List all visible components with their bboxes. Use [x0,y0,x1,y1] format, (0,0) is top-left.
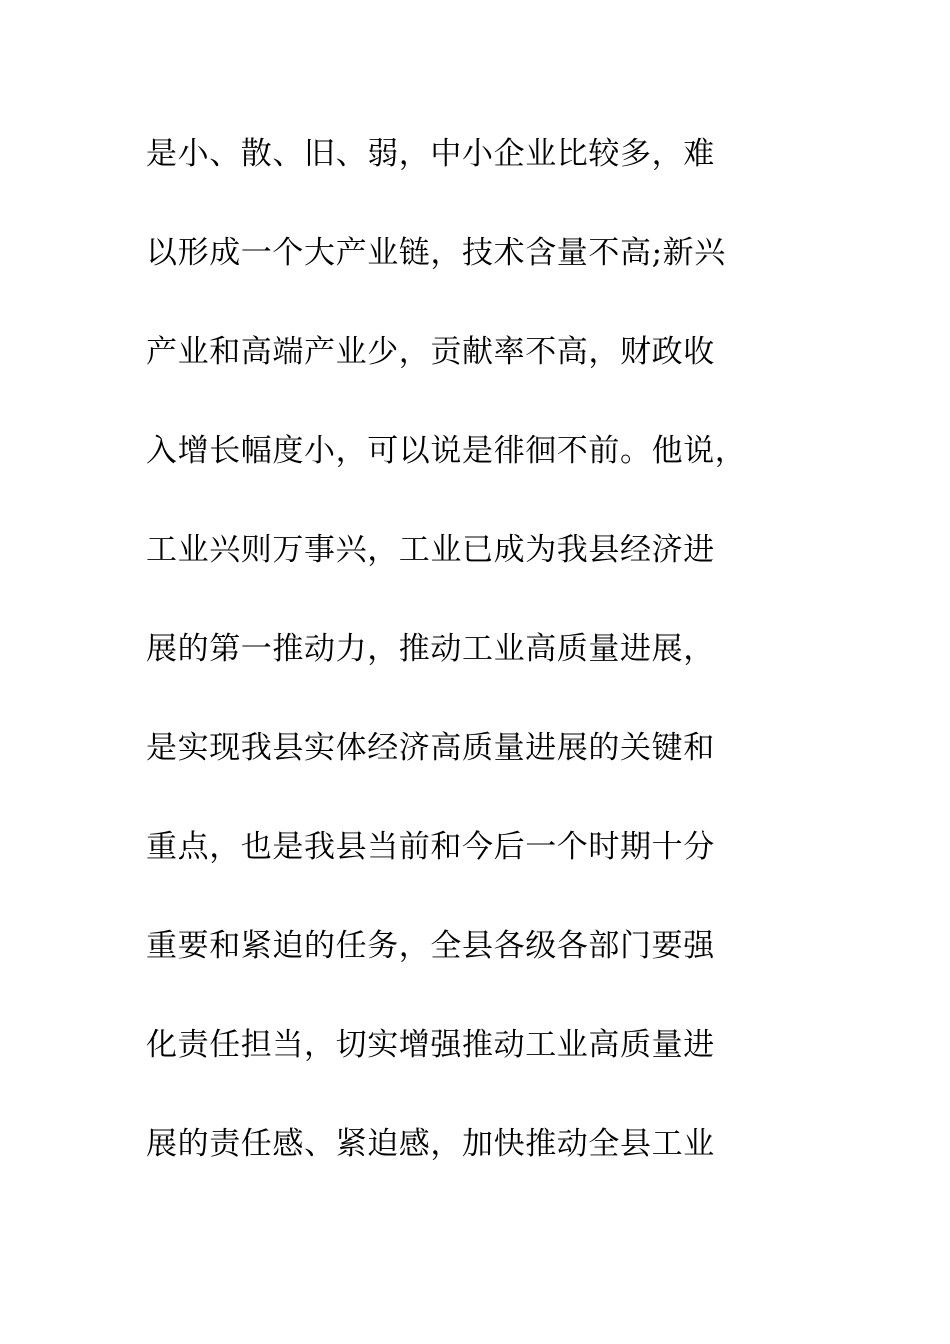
text-line: 重要和紧迫的任务，全县各级各部门要强 [146,928,715,964]
text-line: 工业兴则万事兴，工业已成为我县经济进 [146,532,715,568]
text-line: 以形成一个大产业链，技术含量不高;新兴 [146,235,726,271]
text-line: 入增长幅度小，可以说是徘徊不前。他说， [146,433,747,469]
text-line: 产业和高端产业少，贡献率不高，财政收 [146,334,715,370]
text-line: 是实现我县实体经济高质量进展的关键和 [146,730,715,766]
body-text [146,127,806,1216]
text-line: 是小、散、旧、弱，中小企业比较多，难 [146,136,715,172]
text-line: 重点，也是我县当前和今后一个时期十分 [146,829,715,865]
text-line: 展的第一推动力，推动工业高质量进展， [146,631,715,667]
text-line: 化责任担当，切实增强推动工业高质量进 [146,1027,715,1063]
text-line: 展的责任感、紧迫感，加快推动全县工业 [146,1126,715,1162]
